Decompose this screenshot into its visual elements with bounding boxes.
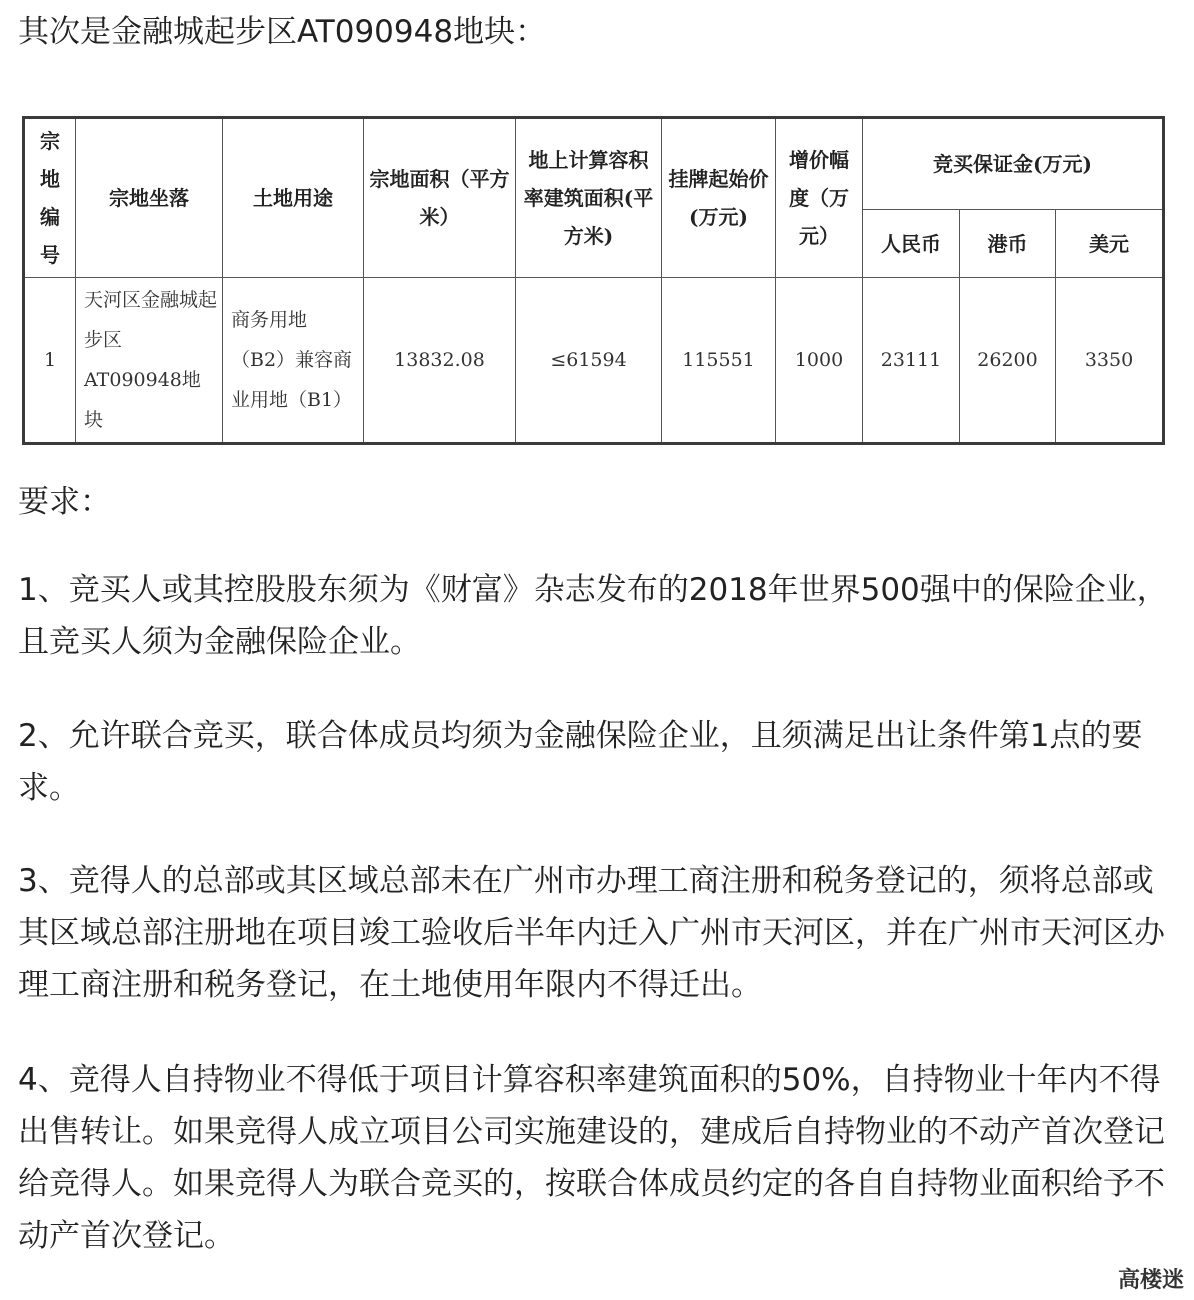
requirements-title: 要求： — [18, 484, 111, 520]
header-hkd: 港币 — [960, 210, 1056, 278]
cell-rmb: 23111 — [863, 278, 960, 444]
requirement-2: 2、允许联合竞买，联合体成员均须为金融保险企业，且须满足出让条件第1点的要求。 — [18, 718, 1143, 806]
land-parcel-table — [22, 116, 1165, 445]
header-location: 宗地坐落 — [76, 118, 223, 278]
cell-area: 13832.08 — [364, 278, 516, 444]
cell-location: 天河区金融城起步区AT090948地块 — [76, 278, 223, 444]
cell-increment: 1000 — [776, 278, 863, 444]
cell-usd: 3350 — [1056, 278, 1164, 444]
cell-hkd: 26200 — [960, 278, 1056, 444]
header-increment: 增价幅度（万元） — [776, 118, 863, 278]
requirement-1: 1、竞买人或其控股股东须为《财富》杂志发布的2018年世界500强中的保险企业，且竞买人须为金融保险企业。 — [18, 572, 1168, 660]
header-id: 宗地编号 — [24, 118, 76, 278]
cell-use: 商务用地（B2）兼容商业用地（B1） — [223, 278, 364, 444]
header-rmb: 人民币 — [863, 210, 960, 278]
cell-far: ≤61594 — [516, 278, 662, 444]
watermark-logo: 高楼迷 — [1117, 1268, 1184, 1293]
header-use: 土地用途 — [223, 118, 364, 278]
cell-price: 115551 — [662, 278, 776, 444]
header-far: 地上计算容积率建筑面积(平方米) — [516, 118, 662, 278]
cell-id: 1 — [24, 278, 76, 444]
header-usd: 美元 — [1056, 210, 1164, 278]
page-heading: 其次是金融城起步区AT090948地块： — [18, 14, 547, 50]
header-area: 宗地面积（平方米） — [364, 118, 516, 278]
header-price: 挂牌起始价(万元) — [662, 118, 776, 278]
requirement-3: 3、竞得人的总部或其区域总部未在广州市办理工商注册和税务登记的，须将总部或其区域总部注册地在项目竣工验收后半年内迁入广州市天河区，并在广州市天河区办理工商注册和税务登记，在土地使用年限内不得迁出。 — [18, 863, 1165, 1003]
header-deposit: 竞买保证金(万元) — [863, 118, 1164, 210]
requirement-4: 4、竞得人自持物业不得低于项目计算容积率建筑面积的50%，自持物业十年内不得出售转让。如果竞得人成立项目公司实施建设的，建成后自持物业的不动产首次登记给竞得人。如果竞得人为联合竞买的，按联合体成员约定的各自自持物业面积给予不动产首次登记。 — [18, 1062, 1165, 1254]
